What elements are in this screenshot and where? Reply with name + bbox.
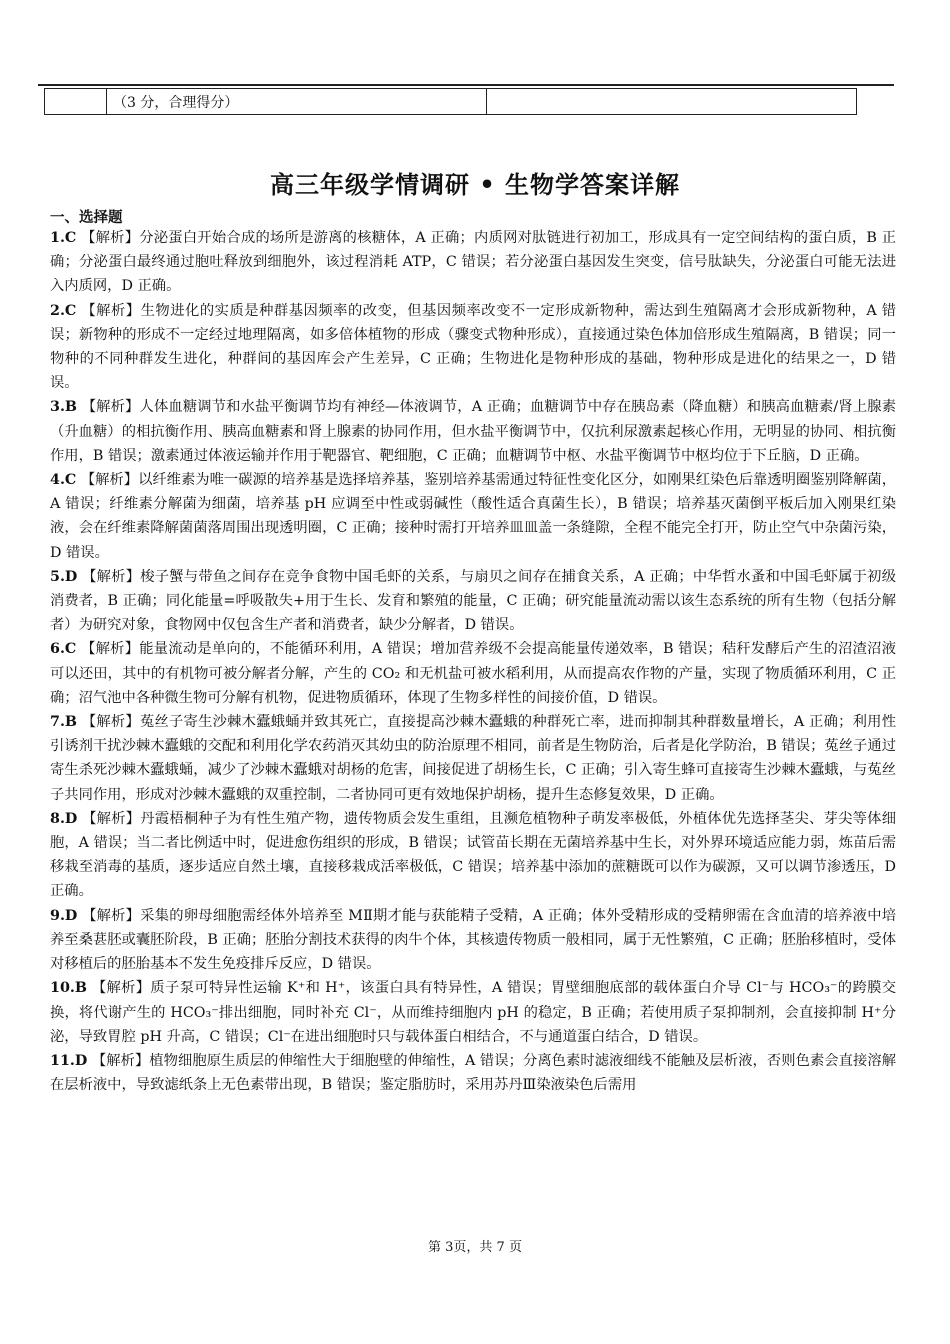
answer-number: 2.C (50, 302, 77, 319)
answer-item (50, 395, 896, 468)
answer-text: 人体血糖调节和水盐平衡调节均有神经—体液调节，A 正确；血糖调节中存在胰岛素（降血糖）和胰高血糖素/肾上腺素（升血糖）的相抗衡作用、胰高血糖素和肾上腺素的协同作用，但水盐平衡调节中，仅抗利尿激素起核心作用，无明显的协同、相抗衡作用，B 错误；激素通过体液运输并作用于靶器官、靶细胞，C 正确；血糖调节中枢、水盐平衡调节中枢均位于下丘脑，D 正确。 (50, 399, 897, 464)
page-title: 高三年级学情调研 • 生物学答案详解 (269, 170, 681, 199)
answer-text: 生物进化的实质是种群基因频率的改变，但基因频率改变不一定形成新物种，需达到生殖隔离才会形成新物种，A 错误；新物种的形成不一定经过地理隔离，如多倍体植物的形成（骤变式物种形成），直接通过染色体加倍形成生殖隔离，B 错误；同一物种的不同种群发生进化，种群间的基因库会产生差异，C 正确；生物进化是物种形成的基础，物种形成是进化的结果之一，D 错误。 (50, 302, 897, 392)
section-heading: 一、选择题 (50, 209, 123, 226)
answer-tag: 【解析】 (81, 302, 141, 319)
answer-text: 分泌蛋白开始合成的场所是游离的核糖体，A 正确；内质网对肽链进行初加工，形成具有一定空间结构的蛋白质，B 正确；分泌蛋白最终通过胞吐释放到细胞外，该过程消耗 ATP，C 错误；若分泌蛋白基因发生突变，信号肽缺失，分泌蛋白可能无法进入内质网，D 正确。 (50, 230, 897, 295)
answer-text: 以纤维素为唯一碳源的培养基是选择培养基，鉴别培养基需通过特征性变化区分，如刚果红染色后靠透明圈鉴别降解菌，A 错误；纤维素分解菌为细菌，培养基 pH 应调至中性或弱碱性（酸性适合真菌生长），B 错误；培养基灭菌倒平板后加入刚果红染液，会在纤维素降解菌菌落周围出现透明圈，C 正确；接种时需打开培养皿皿盖一条缝隙，全程不能完全打开，防止空气中杂菌污染，D 错误。 (50, 472, 897, 561)
answer-item (50, 468, 896, 565)
answer-item (50, 1049, 896, 1097)
answer-text: 采集的卵母细胞需经体外培养至 MⅡ期才能与获能精子受精，A 正确；体外受精形成的受精卵需在含血清的培养液中培养至桑葚胚或囊胚阶段，B 正确；胚胎分割技术获得的肉牛个体，其核遗传物质一般相同，属于无性繁殖，C 正确；胚胎移植时，受体对移植后的胚胎基本不发生免疫排斥反应，D 错误。 (50, 907, 897, 973)
answer-item (50, 976, 896, 1049)
answer-number: 7.B (50, 714, 78, 731)
answer-text: 植物细胞原生质层的伸缩性大于细胞壁的伸缩性，A 错误；分离色素时滤液细线不能触及层析液，否则色素会直接溶解在层析液中，导致滤纸条上无色素带出现，B 错误；鉴定脂肪时，采用苏丹Ⅲ染液染色后需用 (50, 1052, 897, 1094)
answer-tag: 【解析】 (81, 714, 140, 731)
answer-item (50, 565, 896, 638)
table-cell-3 (487, 89, 857, 115)
table-fragment (44, 88, 857, 115)
answer-text: 丹霞梧桐种子为有性生殖产物，遗传物质会发生重组，且濒危植物种子萌发率极低，外植体优先选择茎尖、芽尖等体细胞，A 错误；当二者比例适中时，促进愈伤组织的形成，B 错误；试管苗长期在无菌培养基中生长，对外界环境适应能力弱，炼苗后需移栽至消毒的基质，逐步适应自然土壤，直接移栽成活率极低，C 错误；培养基中添加的蔗糖既可以作为碳源，又可以调节渗透压，D 正确。 (50, 810, 897, 900)
answer-tag: 【解析】 (81, 230, 140, 246)
answer-list (50, 226, 896, 1097)
table-cell-score-note: （3 分，合理得分） (107, 89, 487, 115)
answer-number: 6.C (50, 641, 77, 658)
answer-item (50, 807, 896, 904)
table-row (45, 89, 857, 115)
answer-tag: 【解析】 (81, 399, 140, 416)
answer-item (50, 637, 896, 710)
answer-tag: 【解析】 (82, 907, 141, 924)
answer-text: 质子泵可特异性运输 K⁺和 H⁺，该蛋白具有特异性，A 错误；胃壁细胞底部的载体蛋白介导 Cl⁻与 HCO₃⁻的跨膜交换，将代谢产生的 HCO₃⁻排出细胞，同时补充 Cl⁻，从而维持细胞内 pH 的稳定，B 正确；若使用质子泵抑制剂，会直接抑制 H⁺分泌，导致胃腔 pH 升高，C 错误；Cl⁻在进出细胞时只与载体蛋白相结合，不与通道蛋白结合，D 错误。 (50, 980, 897, 1045)
answer-tag: 【解析】 (82, 810, 141, 827)
page-footer: 第 3页，共 7 页 (428, 1240, 522, 1255)
answer-tag: 【解析】 (91, 1052, 150, 1069)
answer-tag: 【解析】 (80, 472, 139, 489)
answer-number: 5.D (50, 568, 78, 585)
answer-number: 4.C (50, 472, 77, 489)
answer-text: 菟丝子寄生沙棘木蠹蛾蛹并致其死亡，直接提高沙棘木蠹蛾的种群死亡率，进而抑制其种群数量增长，A 正确；利用性引诱剂干扰沙棘木蠹蛾的交配和利用化学农药消灭其幼虫的防治原理不相同，前者是生物防治，后者是化学防治，B 错误；菟丝子通过寄生杀死沙棘木蠹蛾蛹，减少了沙棘木蠹蛾对胡杨的危害，间接促进了胡杨生长，C 正确；引入寄生蜂可直接寄生沙棘木蠹蛾，与菟丝子共同作用，形成对沙棘木蠹蛾的双重控制，二者协同可更有效地保护胡杨，提升生态修复效果，D 正确。 (50, 714, 896, 803)
answer-item (50, 299, 896, 396)
answer-number: 8.D (50, 810, 78, 827)
answer-item (50, 904, 896, 977)
answer-text: 梭子蟹与带鱼之间存在竞争食物中国毛虾的关系，与扇贝之间存在捕食关系，A 正确；中华哲水蚤和中国毛虾属于初级消费者，B 正确；同化能量=呼吸散失+用于生长、发育和繁殖的能量，C 正确；研究能量流动需以该生态系统的所有生物（包括分解者）为研究对象，食物网中仅包含生产者和消费者，缺少分解者，D 错误。 (50, 568, 897, 634)
answer-tag: 【解析】 (82, 568, 141, 585)
top-rule (38, 84, 894, 86)
answer-text: 能量流动是单向的，不能循环利用，A 错误；增加营养级不会提高能量传递效率，B 错误；秸秆发酵后产生的沼渣沼液可以还田，其中的有机物可被分解者分解，产生的 CO₂ 和无机盐可被水稻利用，从而提高农作物的产量，实现了物质循环利用，C 正确；沼气池中各种微生物可分解有机物，促进物质循环，体现了生物多样性的间接价值，D 错误。 (50, 641, 897, 706)
answer-number: 9.D (50, 907, 78, 924)
answer-number: 3.B (50, 399, 78, 416)
answer-number: 1.C (50, 230, 77, 246)
answer-item (50, 710, 896, 807)
answer-tag: 【解析】 (81, 641, 140, 658)
answer-number: 10.B (50, 980, 87, 997)
answer-tag: 【解析】 (91, 980, 151, 997)
table-cell-1 (45, 89, 107, 115)
answer-number: 11.D (50, 1052, 88, 1069)
answer-item (50, 226, 896, 299)
